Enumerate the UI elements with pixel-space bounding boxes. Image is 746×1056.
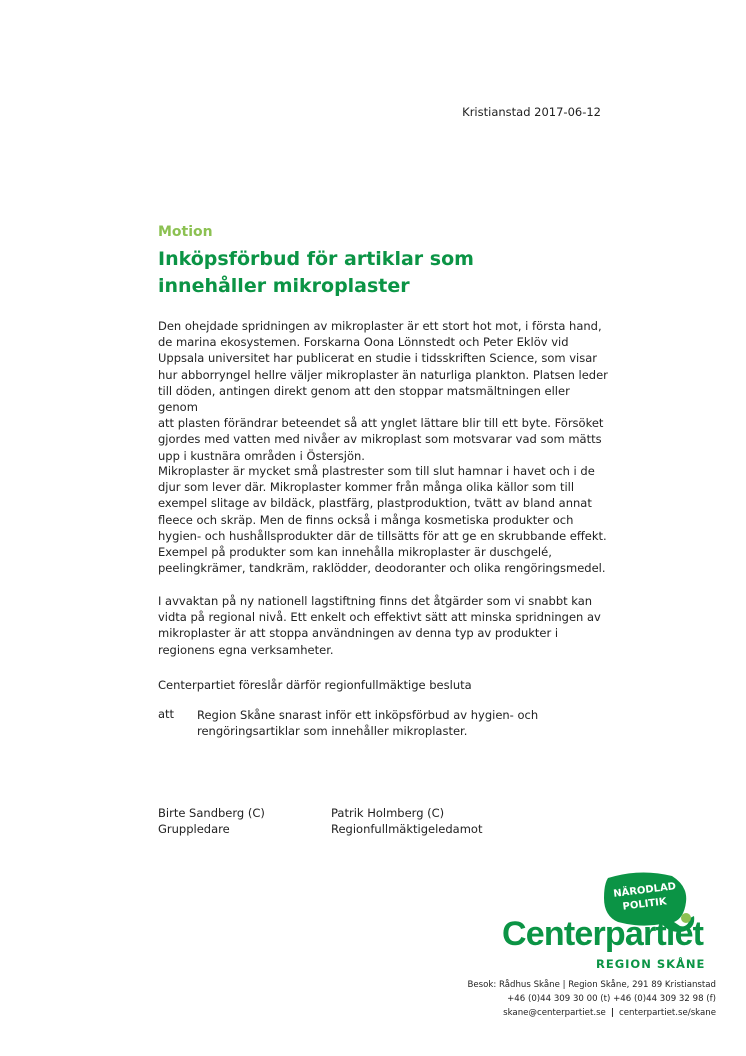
title-line-2: innehåller mikroplaster <box>158 275 410 297</box>
text-line: I avvaktan på ny nationell lagstiftning finns det åtgärder som vi snabbt kan <box>158 594 593 608</box>
paragraph-2 <box>158 463 608 576</box>
text-line: att plasten förändrar beteendet så att ynglet lättare blir till ett byte. Försöket <box>158 416 604 431</box>
text-line: djur som lever där. Mikroplaster kommer från många olika källor som till <box>158 480 575 495</box>
title-line-1: Inköpsförbud för artiklar som <box>158 248 474 270</box>
signature-role: Regionfullmäktigeledamot <box>331 822 483 837</box>
text-line: gjordes med vatten med nivåer av mikroplast som motsvarar vad som mätts <box>158 432 602 447</box>
paragraph-3 <box>158 593 608 658</box>
text-line: fleece och skräp. Men de finns också i många kosmetiska produkter och <box>158 512 574 527</box>
text-line: Den ohejdade spridningen av mikroplaster är ett stort hot mot, i första hand, <box>158 319 602 333</box>
footer-separator: | <box>610 1008 614 1018</box>
paragraph-1 <box>158 318 608 464</box>
motion-item-text <box>197 707 577 739</box>
paragraph-4 <box>158 677 608 693</box>
text-line: de marina ekosystemen. Forskarna Oona Lönnstedt och Peter Eklöv vid <box>158 335 569 350</box>
text-line: Centerpartiet föreslår därför regionfullmäktige besluta <box>158 678 472 692</box>
text-line: mikroplaster är att stoppa användningen av denna typ av produkter i <box>158 626 559 641</box>
text-line: regionens egna verksamheter. <box>158 642 334 657</box>
badge-line-1: NÄRODLAD <box>612 881 677 900</box>
footer-contact <box>503 1008 716 1018</box>
signature-1 <box>158 805 265 837</box>
text-line: hygien- och hushållsprodukter där de tillsätts för att ge en skrubbande effekt. <box>158 528 607 543</box>
text-line: exempel slitage av bildäck, plastfärg, plastproduktion, tvätt av bland annat <box>158 496 592 511</box>
text-line: Mikroplaster är mycket små plastrester som till slut hamnar i havet och i de <box>158 464 595 478</box>
document-kicker: Motion <box>158 224 213 240</box>
logo-region: REGION SKÅNE <box>596 957 706 971</box>
text-line: hur abborryngel hellre väljer mikroplaster än naturliga plankton. Platsen leder <box>158 367 608 382</box>
footer-email-link[interactable]: skane@centerpartiet.se <box>503 1008 606 1018</box>
text-line: vidta på regional nivå. Ett enkelt och effektivt sätt att minska spridningen av <box>158 610 601 625</box>
footer-address: Besok: Rådhus Skåne | Region Skåne, 291 89 Kristianstad <box>467 980 716 990</box>
text-line: Uppsala universitet har publicerat en studie i tidsskriften Science, som visar <box>158 351 597 366</box>
logo-wordmark: Centerpartiet <box>502 915 704 953</box>
text-line: peelingkrämer, tandkräm, raklödder, deodoranter och olika rengöringsmedel. <box>158 561 606 576</box>
signature-name: Birte Sandberg (C) <box>158 806 265 820</box>
footer-web-link[interactable]: centerpartiet.se/skane <box>618 1008 716 1018</box>
text-line: till döden, antingen direkt genom att den stoppar matsmältningen eller genom <box>158 383 570 415</box>
signature-2 <box>331 805 482 837</box>
text-line: Region Skåne snarast inför ett inköpsförbud av hygien- och <box>197 708 539 722</box>
motion-item-label: att <box>158 707 175 721</box>
text-line: rengöringsartiklar som innehåller mikroplaster. <box>197 724 468 739</box>
signature-name: Patrik Holmberg (C) <box>331 806 445 820</box>
document-title <box>158 246 578 300</box>
text-line: Exempel på produkter som kan innehålla mikroplaster är duschgelé, <box>158 545 552 560</box>
place-date: Kristianstad 2017-06-12 <box>462 105 601 119</box>
badge-line-2: POLITIK <box>622 896 668 913</box>
footer-phones: +46 (0)44 309 30 00 (t) +46 (0)44 309 32 98 (f) <box>507 994 716 1004</box>
signature-role: Gruppledare <box>158 822 230 837</box>
text-line: upp i kustnära områden i Östersjön. <box>158 448 365 463</box>
